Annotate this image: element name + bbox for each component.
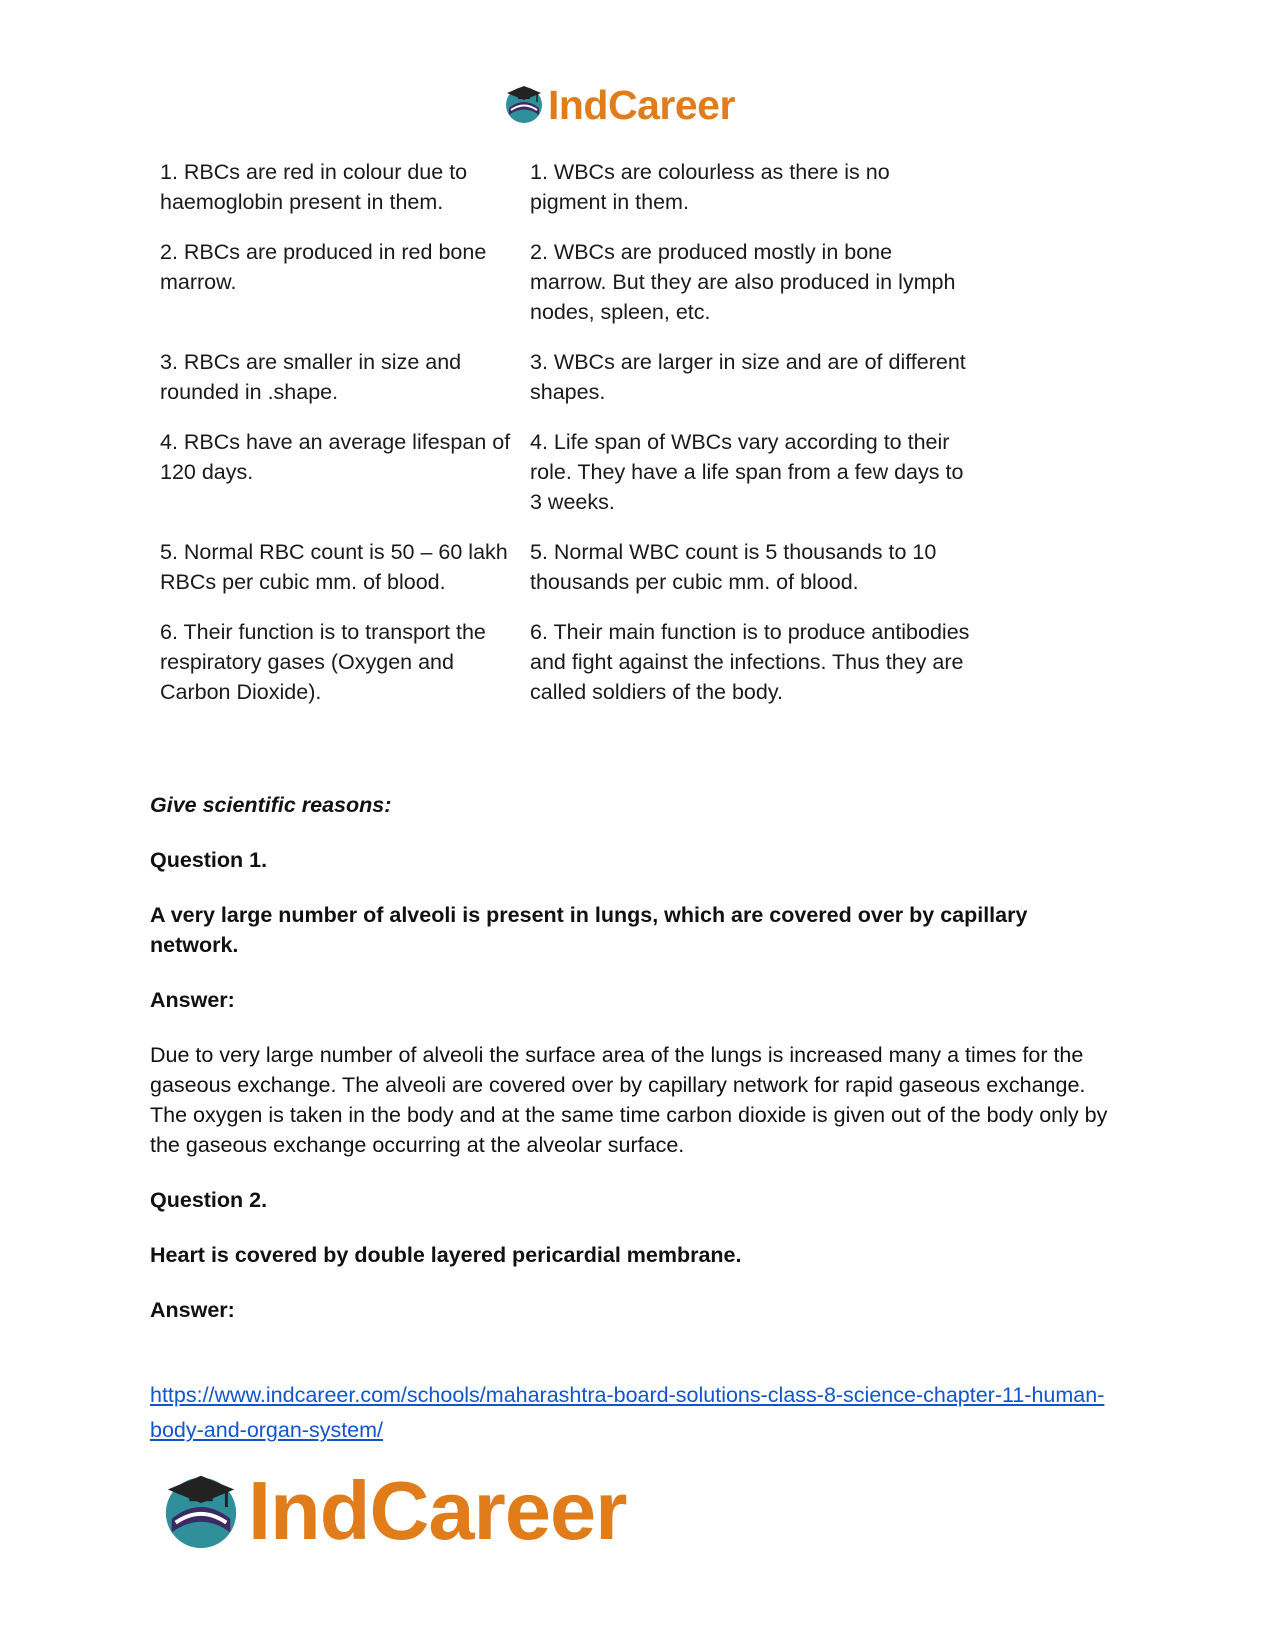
rbc-cell: 6. Their function is to transport the respiratory gases (Oxygen and Carbon Dioxide). <box>160 620 486 704</box>
graduation-book-globe-icon <box>160 1468 242 1555</box>
rbc-cell: 1. RBCs are red in colour due to haemoglobin present in them. <box>160 160 468 214</box>
rbc-wbc-comparison-table <box>160 157 980 727</box>
brand-wordmark: IndCareer <box>248 1464 627 1557</box>
graduation-book-globe-icon <box>503 82 545 129</box>
wbc-cell: 2. WBCs are produced mostly in bone marrow. But they are also produced in lymph nodes, spleen, etc. <box>530 240 956 324</box>
wbc-cell: 6. Their main function is to produce antibodies and fight against the infections. Thus they are called soldiers of the body. <box>530 620 970 704</box>
table-row <box>160 237 980 327</box>
question-1-text: A very large number of alveoli is present in lungs, which are covered over by capillary network. <box>150 903 1028 957</box>
table-row <box>160 157 980 217</box>
wbc-cell: 4. Life span of WBCs vary according to their role. They have a life span from a few days to 3 weeks. <box>530 430 964 514</box>
section-heading: Give scientific reasons: <box>150 793 392 817</box>
rbc-cell: 2. RBCs are produced in red bone marrow. <box>160 240 487 294</box>
rbc-cell: 4. RBCs have an average lifespan of 120 days. <box>160 430 511 484</box>
table-row <box>160 537 980 597</box>
wbc-cell: 1. WBCs are colourless as there is no pigment in them. <box>530 160 890 214</box>
wbc-cell: 3. WBCs are larger in size and are of different shapes. <box>530 350 966 404</box>
question-2-text: Heart is covered by double layered pericardial membrane. <box>150 1243 742 1267</box>
answer-2-label: Answer: <box>150 1298 235 1322</box>
answer-1-label: Answer: <box>150 988 235 1012</box>
table-row <box>160 617 980 707</box>
brand-wordmark: IndCareer <box>548 81 735 128</box>
question-2-label: Question 2. <box>150 1188 268 1212</box>
rbc-cell: 3. RBCs are smaller in size and rounded in .shape. <box>160 350 462 404</box>
rbc-cell: 5. Normal RBC count is 50 – 60 lakh RBCs per cubic mm. of blood. <box>160 540 508 594</box>
footer-logo <box>160 1465 626 1557</box>
header-logo <box>503 80 735 130</box>
source-url-link[interactable]: https://www.indcareer.com/schools/maharashtra-board-solutions-class-8-science-chapter-11-human-body-and-organ-system/ <box>150 1383 1105 1442</box>
answer-1-text: Due to very large number of alveoli the surface area of the lungs is increased many a times for the gaseous exchange. The alveoli are covered over by capillary network for rapid gaseous exchange. The oxygen is taken in the body and at the same time carbon dioxide is given out of the body only by the gaseous exchange occurring at the alveolar surface. <box>150 1043 1108 1157</box>
question-1-label: Question 1. <box>150 848 268 872</box>
wbc-cell: 5. Normal WBC count is 5 thousands to 10 thousands per cubic mm. of blood. <box>530 540 937 594</box>
table-row <box>160 347 980 407</box>
table-row <box>160 427 980 517</box>
